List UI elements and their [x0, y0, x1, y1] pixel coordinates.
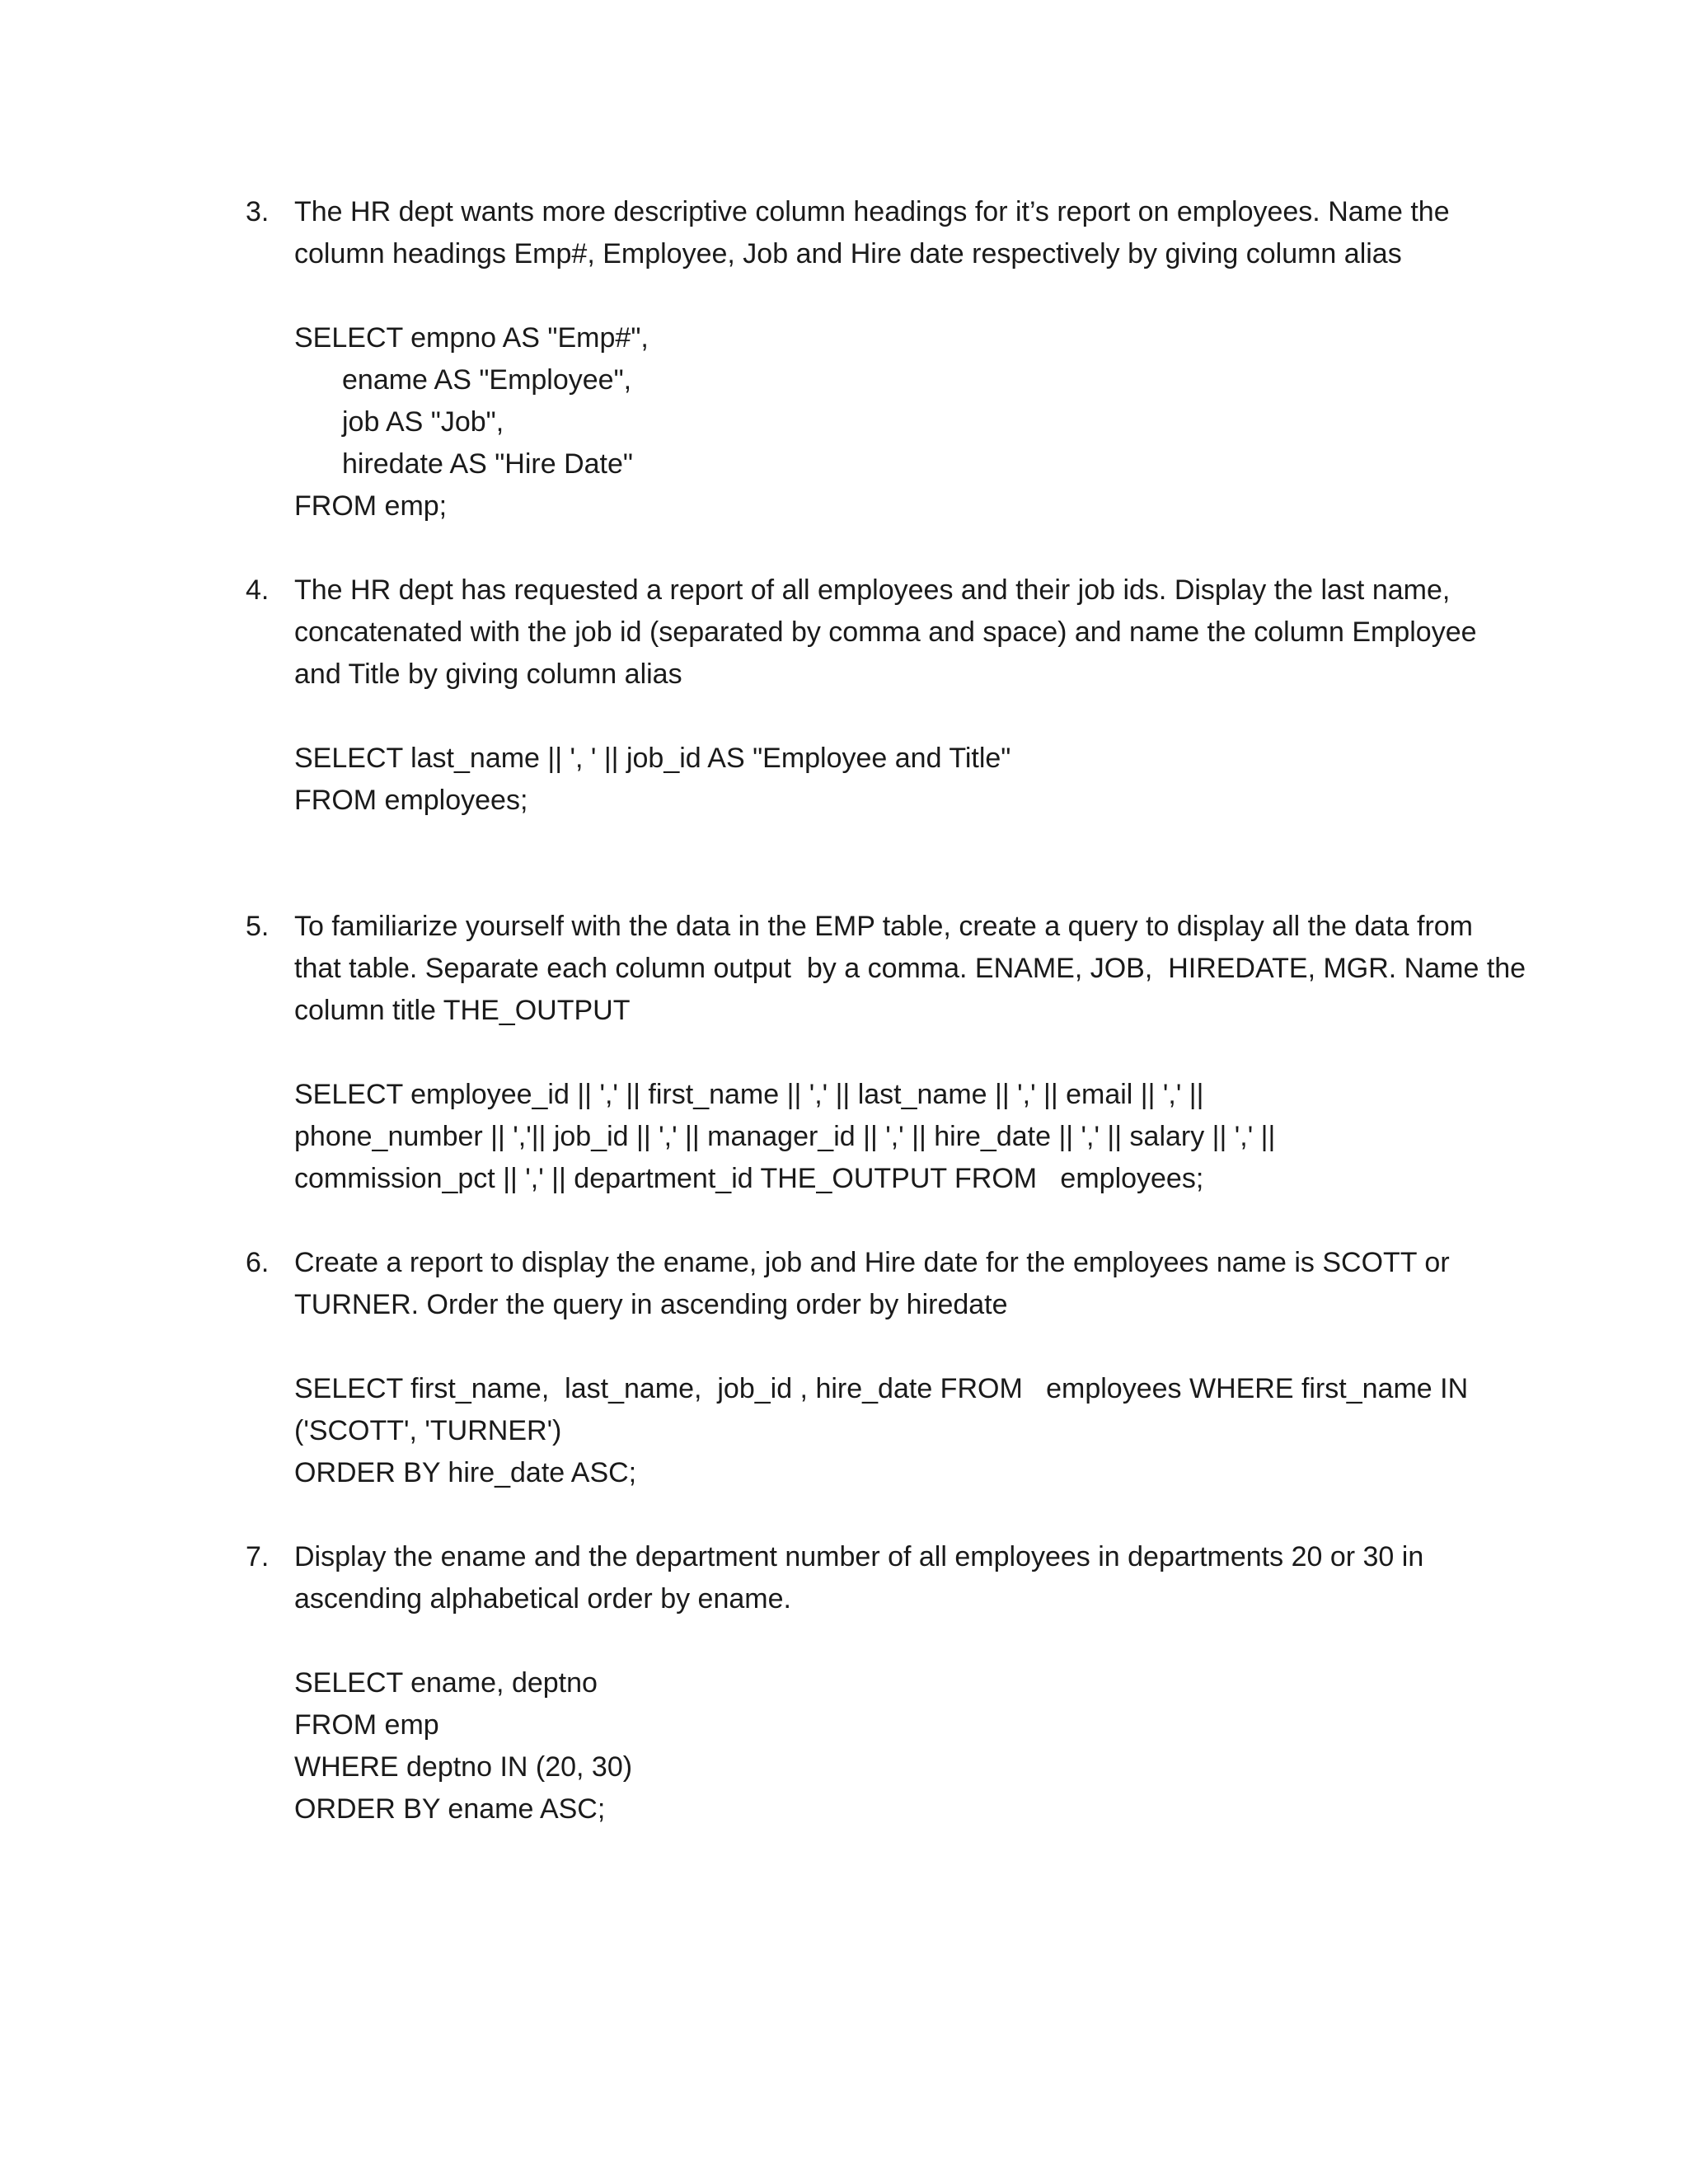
item-number: 4. [246, 574, 270, 606]
sql-line: hiredate AS "Hire Date" [342, 448, 633, 480]
question-text-line: column title THE_OUTPUT [294, 995, 631, 1026]
sql-line: SELECT last_name || ', ' || job_id AS "Employee and Title" [294, 743, 1011, 774]
question-item-6 [246, 1242, 1498, 1494]
question-text-line: column headings Emp#, Employee, Job and Hire date respectively by giving column alias [294, 238, 1402, 269]
question-text-line: The HR dept wants more descriptive column headings for it’s report on employees. Name the [294, 196, 1450, 227]
item-number: 6. [246, 1247, 270, 1278]
question-text-line: Display the ename and the department number of all employees in departments 20 or 30 in [294, 1541, 1424, 1572]
question-text-line: concatenated with the job id (separated by comma and space) and name the column Employee [294, 616, 1477, 648]
document-body [246, 191, 1526, 1830]
item-number: 7. [246, 1541, 270, 1572]
question-item-3 [246, 191, 1498, 527]
question-text-line: that table. Separate each column output by a comma. ENAME, JOB, HIREDATE, MGR. Name the [294, 953, 1526, 984]
sql-line: commission_pct || ',' || department_id THE_OUTPUT FROM employees; [294, 1163, 1204, 1194]
sql-line: phone_number || ','|| job_id || ',' || manager_id || ',' || hire_date || ',' || salary || ',' || [294, 1121, 1276, 1152]
sql-line: ename AS "Employee", [342, 364, 632, 396]
question-text-line: To familiarize yourself with the data in the EMP table, create a query to display all the data from [294, 911, 1473, 942]
sql-line: SELECT first_name, last_name, job_id , hire_date FROM employees WHERE first_name IN [294, 1373, 1469, 1404]
sql-line: ORDER BY hire_date ASC; [294, 1457, 637, 1488]
sql-line: FROM employees; [294, 785, 528, 816]
question-item-7 [246, 1536, 1498, 1830]
sql-line: WHERE deptno IN (20, 30) [294, 1751, 633, 1783]
sql-line: SELECT ename, deptno [294, 1667, 598, 1699]
question-text-line: Create a report to display the ename, job and Hire date for the employees name is SCOTT or [294, 1247, 1450, 1278]
sql-line: SELECT employee_id || ',' || first_name || ',' || last_name || ',' || email || ',' || [294, 1079, 1204, 1110]
sql-line: ORDER BY ename ASC; [294, 1793, 606, 1825]
question-text-line: ascending alphabetical order by ename. [294, 1583, 791, 1615]
question-item-4 [246, 569, 1498, 822]
sql-line: FROM emp; [294, 490, 448, 522]
sql-line: SELECT empno AS "Emp#", [294, 322, 649, 354]
sql-line: ('SCOTT', 'TURNER') [294, 1415, 562, 1446]
sql-line: FROM emp [294, 1709, 439, 1741]
question-item-5 [246, 906, 1526, 1200]
question-text-line: TURNER. Order the query in ascending order by hiredate [294, 1289, 1008, 1320]
item-number: 5. [246, 911, 270, 942]
sql-line: job AS "Job", [342, 406, 504, 438]
question-text-line: The HR dept has requested a report of all employees and their job ids. Display the last name, [294, 574, 1451, 606]
question-text-line: and Title by giving column alias [294, 658, 682, 690]
item-number: 3. [246, 196, 270, 227]
